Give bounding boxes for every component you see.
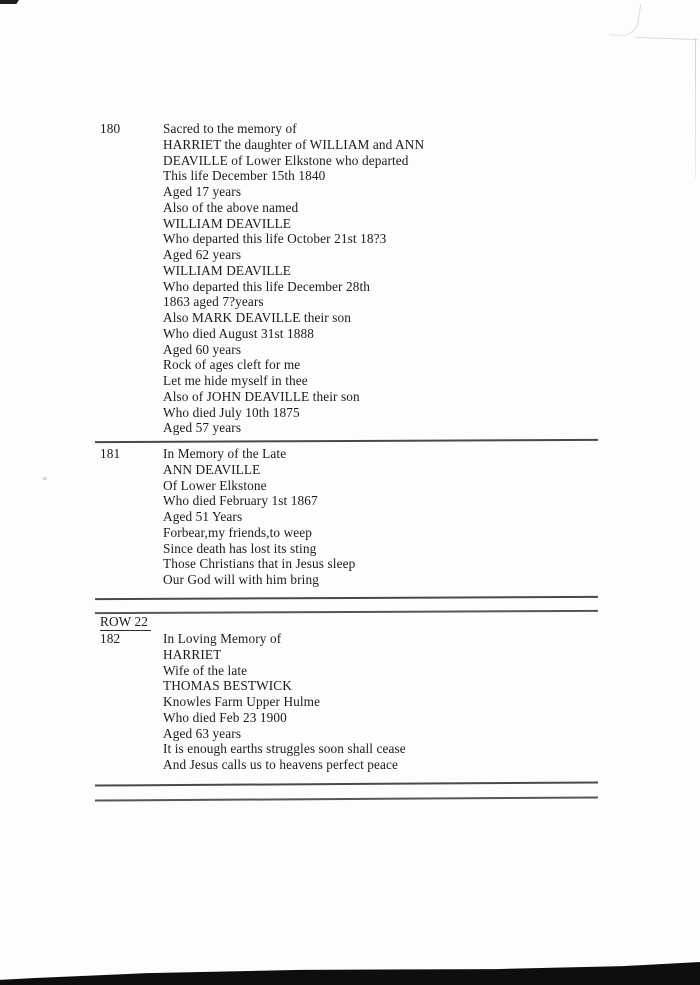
divider-rule-4 [95,781,598,786]
inscription-line: Aged 60 years [163,341,242,357]
inscription-line: Aged 57 years [163,420,242,436]
inscription-line: WILLIAM DEAVILLE [163,215,292,231]
record-entry-182 [100,631,620,773]
inscription-lines [163,631,620,773]
inscription-line: Who died July 10th 1875 [163,404,300,420]
inscription-lines [163,121,620,436]
scan-artifact-top-left [0,0,19,4]
scan-artifact-bottom-band [0,958,700,985]
inscription-line: Also MARK DEAVILLE their son [163,310,351,325]
inscription-line: Since death has lost its sting [163,540,317,556]
divider-rule-3 [95,610,598,614]
record-entry-180 [100,121,620,436]
inscription-line: Aged 51 Years [163,509,243,524]
scan-artifact-top-right-line [636,32,698,40]
inscription-line: Who died February 1st 1867 [163,493,318,509]
inscription-line: 1863 aged 7?years [163,294,264,310]
inscription-line: Also of the above named [163,199,299,215]
inscription-line: Who departed this life December 28th [163,278,371,294]
inscription-line: Aged 63 years [163,725,242,741]
inscription-line: DEAVILLE of Lower Elkstone who departed [163,152,409,168]
inscription-line: Knowles Farm Upper Hulme [163,694,321,709]
inscription-line: Those Christians that in Jesus sleep [163,556,356,572]
row-header: ROW 22 [100,614,151,631]
inscription-line: Sacred to the memory of [163,121,297,136]
divider-rule-1 [95,439,598,443]
record-number: 180 [100,121,121,136]
scan-artifact-right-edge [695,38,696,178]
scan-speck [43,477,47,480]
record-number: 181 [100,446,121,461]
inscription-line: Our God will with him bring [163,572,319,587]
inscription-line: WILLIAM DEAVILLE [163,262,292,278]
inscription-lines [163,446,620,588]
inscription-line: Wife of the late [163,662,248,678]
inscription-line: Who died Feb 23 1900 [163,709,287,725]
inscription-line: THOMAS BESTWICK [163,678,292,694]
inscription-line: Aged 17 years [163,184,242,199]
inscription-line: And Jesus calls us to heavens perfect peace [163,757,399,772]
inscription-line: Forbear,my friends,to weep [163,524,313,540]
divider-rule-2 [95,596,598,600]
inscription-line: Rock of ages cleft for me [163,357,301,373]
inscription-line: Of Lower Elkstone [163,477,267,493]
inscription-line: Who departed this life October 21st 18?3 [163,231,387,247]
record-number: 182 [100,631,121,646]
inscription-line: Let me hide myself in thee [163,373,308,388]
inscription-line: Also of JOHN DEAVILLE their son [163,388,360,404]
inscription-line: This life December 15th 1840 [163,168,326,184]
inscription-line: Aged 62 years [163,247,242,262]
inscription-line: ANN DEAVILLE [163,461,261,477]
divider-rule-5 [95,796,598,801]
inscription-line: HARRIET the daughter of WILLIAM and ANN [163,136,425,152]
inscription-line: HARRIET [163,646,222,662]
inscription-line: In Loving Memory of [163,631,282,646]
inscription-line: In Memory of the Late [163,446,287,461]
inscription-line: It is enough earths struggles soon shall cease [163,741,406,757]
inscription-line: Who died August 31st 1888 [163,325,314,341]
record-entry-181 [100,446,620,588]
